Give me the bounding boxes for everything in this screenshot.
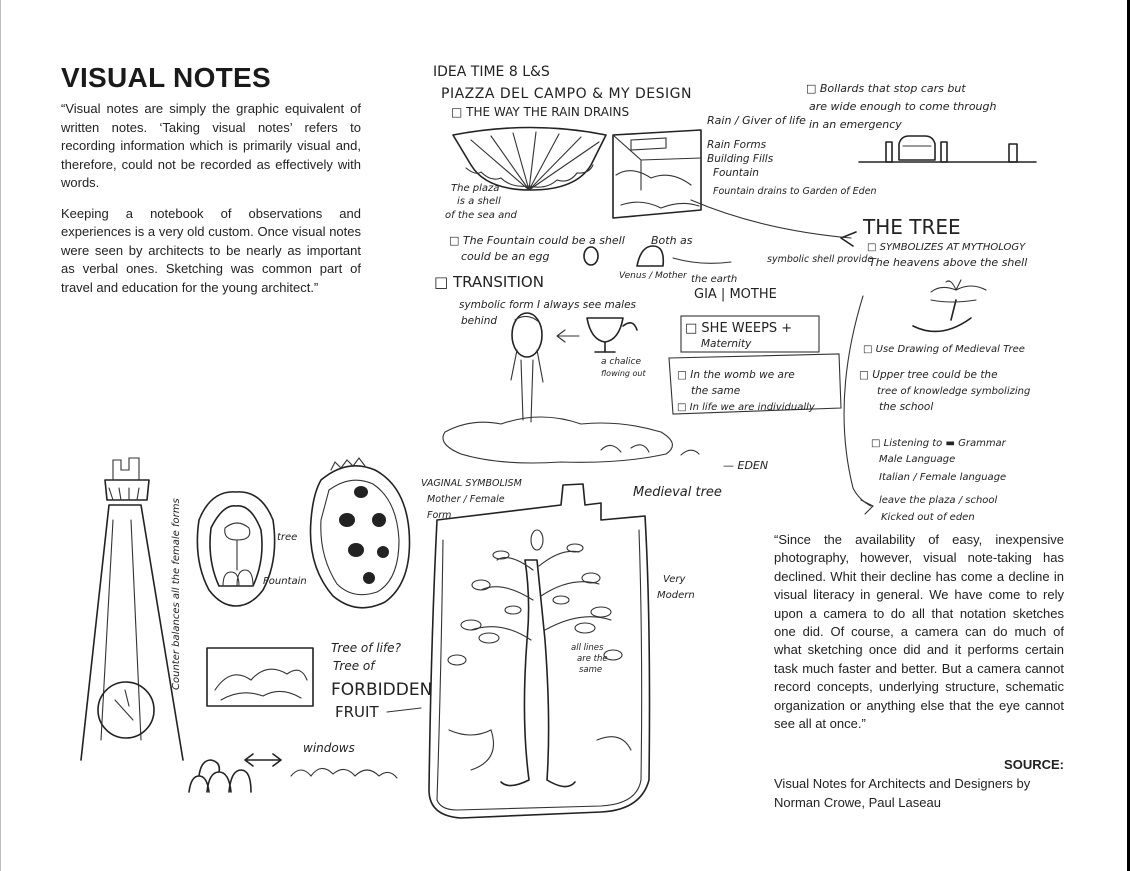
oval-plaza-sketch [310, 458, 409, 608]
note-upper-tree-3: the school [879, 401, 934, 413]
mounds-sketch [189, 760, 251, 792]
bollards-car-sketch [859, 136, 1036, 162]
note-rain-giver: Rain / Giver of life [707, 114, 806, 127]
arrow-fountain-to-tree [691, 200, 851, 238]
quote-text: “Since the availability of easy, inexpensive photography, however, visual note-taking has declined. Whit their decline has come a decline in visual literacy in general. We have come to rely upon a camera to do all that notation sketches one did. Of course, a camera can do much of what sketching once did and it performs certain task much faster and better. But a camera cannot record concepts, underlying structure, schematic organization or anything else that the eye cannot see all at once.” [774, 532, 1064, 732]
note-fountain-shell-2: could be an egg [461, 250, 550, 263]
note-all-same-1: all lines [571, 643, 604, 653]
note-vaginal-3: Form [427, 510, 452, 521]
note-symbolizes: □ SYMBOLIZES AT MYTHOLOGY [867, 242, 1026, 253]
note-all-same-2: are the [577, 654, 608, 664]
arrow-head-eden [861, 500, 873, 514]
note-transition: □ TRANSITION [434, 273, 544, 291]
shield-tree-sketch [197, 492, 274, 606]
note-use-drawing: □ Use Drawing of Medieval Tree [863, 344, 1025, 355]
palm-tree-sketch [913, 280, 986, 331]
note-the-tree: THE TREE [863, 215, 961, 239]
note-earth: the earth [691, 274, 738, 285]
chalice-sketch [557, 318, 637, 352]
note-symbolic-form-2: behind [461, 315, 498, 327]
note-upper-tree-1: □ Upper tree could be the [859, 369, 998, 381]
note-all-same-3: same [579, 665, 603, 675]
note-listening-1: □ Listening to ▬ Grammar [871, 438, 1006, 449]
note-womb-2: the same [691, 385, 741, 397]
note-header-2: PIAZZA DEL CAMPO & MY DESIGN [441, 86, 692, 102]
intro-paragraph-2: Keeping a notebook of observations and experiences is a very old custom. Once visual notes were seen by architects to be nearly as important as verbal ones. Sketching was common part of travel and education for the young architect.” [61, 205, 361, 295]
note-header-1: IDEA TIME 8 L&S [433, 64, 550, 80]
note-plaza-shell-3: of the sea and [445, 210, 517, 221]
plaza-shell-sketch [453, 128, 606, 191]
note-leave-1: leave the plaza / school [879, 495, 998, 506]
double-arrow-sketch [245, 754, 281, 766]
note-venus: Venus / Mother [619, 271, 687, 281]
source-line-1: Visual Notes for Architects and Designers by [774, 776, 1031, 791]
sketch-notes [1, 0, 1130, 871]
page-title: VISUAL NOTES [61, 62, 272, 93]
hills-box-sketch [207, 648, 313, 706]
note-heavens: The heavens above the shell [869, 256, 1028, 269]
note-both-as: Both as [651, 234, 693, 247]
note-symbolic-form-1: symbolic form I always see males [459, 299, 637, 311]
note-tower-vertical: Counter balances all the female forms [171, 498, 182, 690]
note-rain-drains: □ THE WAY THE RAIN DRAINS [451, 105, 630, 119]
note-chalice-1: a chalice [601, 357, 642, 367]
tower-sketch [81, 458, 183, 760]
note-forbidden: FORBIDDEN [331, 680, 433, 700]
note-very-modern-1: Very [663, 574, 686, 585]
note-fountain-drains: Fountain drains to Garden of Eden [713, 186, 877, 197]
note-fountain-shell-1: □ The Fountain could be a shell [449, 234, 625, 247]
note-tree-label: tree [277, 532, 298, 543]
arrow-tree-to-eden [844, 296, 871, 506]
rain-building-sketch [613, 130, 701, 218]
note-building-fills: Building Fills [707, 153, 774, 165]
medieval-tree-sketch [429, 484, 650, 818]
note-bollards-1: □ Bollards that stop cars but [806, 82, 966, 95]
note-eden: — EDEN [723, 459, 769, 472]
note-leave-2: Kicked out of eden [881, 512, 975, 523]
note-upper-tree-2: tree of knowledge symbolizing [877, 386, 1031, 397]
note-plaza-shell-1: The plaza [451, 183, 500, 194]
note-she-weeps-1: □ SHE WEEPS + [685, 321, 793, 336]
windows-arches-sketch [291, 768, 397, 778]
venus-shell-sketch [637, 246, 663, 266]
note-plaza-shell-2: is a shell [457, 196, 501, 207]
earth-arc-sketch [673, 258, 731, 263]
note-fountain-label: Fountain [263, 576, 307, 587]
note-bollards-3: in an emergency [809, 118, 902, 131]
note-tree-of-life-2: Tree of [333, 659, 375, 673]
note-symbolic-shell: symbolic shell provide [767, 254, 874, 265]
note-fruit: FRUIT [335, 703, 379, 721]
note-windows: windows [303, 741, 355, 755]
egg-sketch [584, 247, 598, 265]
tree-arrow-head [841, 232, 856, 246]
source-label: SOURCE: [1004, 757, 1064, 772]
note-womb-3: □ In life we are individually [677, 402, 815, 413]
note-rain-forms: Rain Forms [707, 139, 767, 151]
note-womb-1: □ In the womb we are [677, 369, 795, 381]
note-gia: GIA | MOTHE [694, 287, 777, 302]
note-vaginal-2: Mother / Female [427, 494, 505, 505]
note-she-weeps-2: Maternity [701, 338, 752, 350]
note-fountain: Fountain [713, 167, 759, 179]
note-listening-2: Male Language [879, 454, 956, 465]
note-vaginal-1: VAGINAL SYMBOLISM [421, 478, 522, 489]
note-chalice-2: flowing out [601, 369, 646, 378]
source-line-2: Norman Crowe, Paul Laseau [774, 794, 941, 810]
note-medieval-tree: Medieval tree [633, 485, 722, 500]
intro-paragraph-1: “Visual notes are simply the graphic equivalent of written notes. ‘Taking visual notes’ refers to recording information which is primarily visual and, therefore, could not be recorded as effectively with words. [61, 101, 361, 190]
note-bollards-2: are wide enough to come through [809, 100, 997, 113]
source-citation [774, 775, 1074, 812]
note-listening-3: Italian / Female language [879, 472, 1007, 483]
fruit-pointer [387, 708, 421, 712]
note-very-modern-2: Modern [657, 590, 695, 601]
note-tree-of-life-1: Tree of life? [331, 641, 401, 655]
